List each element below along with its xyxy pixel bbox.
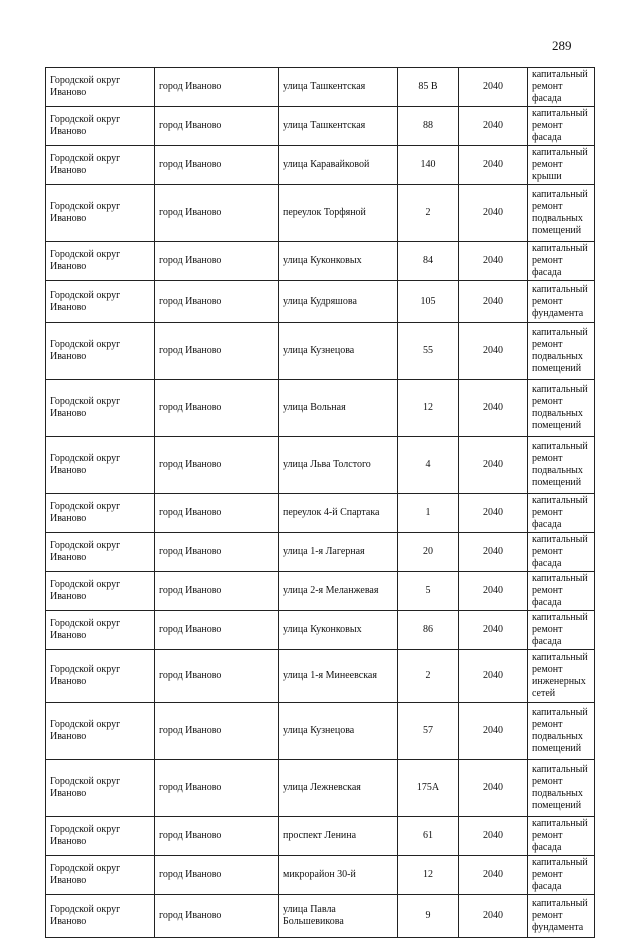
street-cell: улица Вольная bbox=[279, 380, 398, 437]
municipal-district-cell: Городской округ Иваново bbox=[46, 703, 155, 760]
municipal-district-cell: Городской округ Иваново bbox=[46, 323, 155, 380]
street-cell: улица Кузнецова bbox=[279, 323, 398, 380]
city-cell: город Иваново bbox=[155, 572, 279, 611]
city-cell: город Иваново bbox=[155, 760, 279, 817]
municipal-district-cell: Городской округ Иваново bbox=[46, 380, 155, 437]
work-type-cell: капитальный ремонт фасада bbox=[528, 242, 595, 281]
table-row bbox=[46, 185, 595, 242]
city-cell: город Иваново bbox=[155, 895, 279, 938]
house-number-cell: 12 bbox=[398, 856, 459, 895]
house-number-cell: 9 bbox=[398, 895, 459, 938]
work-type-cell: капитальный ремонт крыши bbox=[528, 146, 595, 185]
municipal-district-cell: Городской округ Иваново bbox=[46, 817, 155, 856]
house-number-cell: 4 bbox=[398, 437, 459, 494]
table-row bbox=[46, 533, 595, 572]
year-cell: 2040 bbox=[459, 572, 528, 611]
city-cell: город Иваново bbox=[155, 146, 279, 185]
municipal-district-cell: Городской округ Иваново bbox=[46, 146, 155, 185]
table-row bbox=[46, 281, 595, 323]
work-type-cell: капитальный ремонт подвальных помещений bbox=[528, 185, 595, 242]
street-cell: улица Ташкентская bbox=[279, 107, 398, 146]
house-number-cell: 12 bbox=[398, 380, 459, 437]
city-cell: город Иваново bbox=[155, 533, 279, 572]
work-type-cell: капитальный ремонт фасада bbox=[528, 107, 595, 146]
street-cell: улица Куконковых bbox=[279, 611, 398, 650]
table-body bbox=[46, 68, 595, 938]
city-cell: город Иваново bbox=[155, 611, 279, 650]
year-cell: 2040 bbox=[459, 281, 528, 323]
street-cell: улица Куконковых bbox=[279, 242, 398, 281]
street-cell: улица Каравайковой bbox=[279, 146, 398, 185]
work-type-cell: капитальный ремонт подвальных помещений bbox=[528, 437, 595, 494]
house-number-cell: 2 bbox=[398, 185, 459, 242]
work-type-cell: капитальный ремонт фасада bbox=[528, 533, 595, 572]
municipal-district-cell: Городской округ Иваново bbox=[46, 895, 155, 938]
year-cell: 2040 bbox=[459, 817, 528, 856]
year-cell: 2040 bbox=[459, 146, 528, 185]
year-cell: 2040 bbox=[459, 323, 528, 380]
city-cell: город Иваново bbox=[155, 68, 279, 107]
municipal-district-cell: Городской округ Иваново bbox=[46, 242, 155, 281]
city-cell: город Иваново bbox=[155, 494, 279, 533]
table-row bbox=[46, 856, 595, 895]
city-cell: город Иваново bbox=[155, 380, 279, 437]
table-row bbox=[46, 703, 595, 760]
work-type-cell: капитальный ремонт инженерных сетей bbox=[528, 650, 595, 703]
house-number-cell: 1 bbox=[398, 494, 459, 533]
work-type-cell: капитальный ремонт подвальных помещений bbox=[528, 323, 595, 380]
street-cell: улица 2-я Меланжевая bbox=[279, 572, 398, 611]
city-cell: город Иваново bbox=[155, 323, 279, 380]
work-type-cell: капитальный ремонт фасада bbox=[528, 817, 595, 856]
table-row bbox=[46, 380, 595, 437]
work-type-cell: капитальный ремонт фасада bbox=[528, 572, 595, 611]
work-type-cell: капитальный ремонт фасада bbox=[528, 856, 595, 895]
municipal-district-cell: Городской округ Иваново bbox=[46, 533, 155, 572]
house-number-cell: 5 bbox=[398, 572, 459, 611]
house-number-cell: 55 bbox=[398, 323, 459, 380]
house-number-cell: 175А bbox=[398, 760, 459, 817]
street-cell: микрорайон 30-й bbox=[279, 856, 398, 895]
street-cell: улица Лежневская bbox=[279, 760, 398, 817]
year-cell: 2040 bbox=[459, 437, 528, 494]
table-row bbox=[46, 323, 595, 380]
municipal-district-cell: Городской округ Иваново bbox=[46, 611, 155, 650]
municipal-district-cell: Городской округ Иваново bbox=[46, 281, 155, 323]
page-number: 289 bbox=[552, 38, 572, 53]
year-cell: 2040 bbox=[459, 107, 528, 146]
work-type-cell: капитальный ремонт фасада bbox=[528, 68, 595, 107]
municipal-district-cell: Городской округ Иваново bbox=[46, 572, 155, 611]
year-cell: 2040 bbox=[459, 380, 528, 437]
house-number-cell: 20 bbox=[398, 533, 459, 572]
table-row bbox=[46, 146, 595, 185]
repair-schedule-table bbox=[45, 67, 595, 938]
year-cell: 2040 bbox=[459, 242, 528, 281]
table-row bbox=[46, 437, 595, 494]
work-type-cell: капитальный ремонт фасада bbox=[528, 494, 595, 533]
work-type-cell: капитальный ремонт фундамента bbox=[528, 895, 595, 938]
year-cell: 2040 bbox=[459, 856, 528, 895]
street-cell: переулок Торфяной bbox=[279, 185, 398, 242]
work-type-cell: капитальный ремонт фасада bbox=[528, 611, 595, 650]
year-cell: 2040 bbox=[459, 650, 528, 703]
year-cell: 2040 bbox=[459, 533, 528, 572]
table-row bbox=[46, 494, 595, 533]
work-type-cell: капитальный ремонт подвальных помещений bbox=[528, 760, 595, 817]
city-cell: город Иваново bbox=[155, 242, 279, 281]
municipal-district-cell: Городской округ Иваново bbox=[46, 760, 155, 817]
street-cell: проспект Ленина bbox=[279, 817, 398, 856]
street-cell: улица Кудряшова bbox=[279, 281, 398, 323]
year-cell: 2040 bbox=[459, 760, 528, 817]
city-cell: город Иваново bbox=[155, 107, 279, 146]
street-cell: улица Ташкентская bbox=[279, 68, 398, 107]
house-number-cell: 84 bbox=[398, 242, 459, 281]
table-row bbox=[46, 242, 595, 281]
year-cell: 2040 bbox=[459, 895, 528, 938]
house-number-cell: 105 bbox=[398, 281, 459, 323]
work-type-cell: капитальный ремонт подвальных помещений bbox=[528, 703, 595, 760]
house-number-cell: 86 bbox=[398, 611, 459, 650]
municipal-district-cell: Городской округ Иваново bbox=[46, 650, 155, 703]
year-cell: 2040 bbox=[459, 703, 528, 760]
municipal-district-cell: Городской округ Иваново bbox=[46, 856, 155, 895]
work-type-cell: капитальный ремонт фундамента bbox=[528, 281, 595, 323]
city-cell: город Иваново bbox=[155, 856, 279, 895]
table-row bbox=[46, 817, 595, 856]
municipal-district-cell: Городской округ Иваново bbox=[46, 437, 155, 494]
house-number-cell: 88 bbox=[398, 107, 459, 146]
street-cell: улица 1-я Лагерная bbox=[279, 533, 398, 572]
municipal-district-cell: Городской округ Иваново bbox=[46, 494, 155, 533]
city-cell: город Иваново bbox=[155, 281, 279, 323]
municipal-district-cell: Городской округ Иваново bbox=[46, 185, 155, 242]
table-row bbox=[46, 107, 595, 146]
year-cell: 2040 bbox=[459, 494, 528, 533]
house-number-cell: 140 bbox=[398, 146, 459, 185]
street-cell: переулок 4-й Спартака bbox=[279, 494, 398, 533]
year-cell: 2040 bbox=[459, 185, 528, 242]
house-number-cell: 57 bbox=[398, 703, 459, 760]
house-number-cell: 85 В bbox=[398, 68, 459, 107]
street-cell: улица Льва Толстого bbox=[279, 437, 398, 494]
street-cell: улица Павла Большевикова bbox=[279, 895, 398, 938]
municipal-district-cell: Городской округ Иваново bbox=[46, 68, 155, 107]
city-cell: город Иваново bbox=[155, 650, 279, 703]
street-cell: улица Кузнецова bbox=[279, 703, 398, 760]
year-cell: 2040 bbox=[459, 68, 528, 107]
year-cell: 2040 bbox=[459, 611, 528, 650]
city-cell: город Иваново bbox=[155, 185, 279, 242]
table-row bbox=[46, 650, 595, 703]
table-row bbox=[46, 611, 595, 650]
table-row bbox=[46, 68, 595, 107]
municipal-district-cell: Городской округ Иваново bbox=[46, 107, 155, 146]
city-cell: город Иваново bbox=[155, 703, 279, 760]
table-row bbox=[46, 572, 595, 611]
city-cell: город Иваново bbox=[155, 437, 279, 494]
table-row bbox=[46, 895, 595, 938]
house-number-cell: 2 bbox=[398, 650, 459, 703]
street-cell: улица 1-я Минеевская bbox=[279, 650, 398, 703]
work-type-cell: капитальный ремонт подвальных помещений bbox=[528, 380, 595, 437]
table-row bbox=[46, 760, 595, 817]
house-number-cell: 61 bbox=[398, 817, 459, 856]
city-cell: город Иваново bbox=[155, 817, 279, 856]
